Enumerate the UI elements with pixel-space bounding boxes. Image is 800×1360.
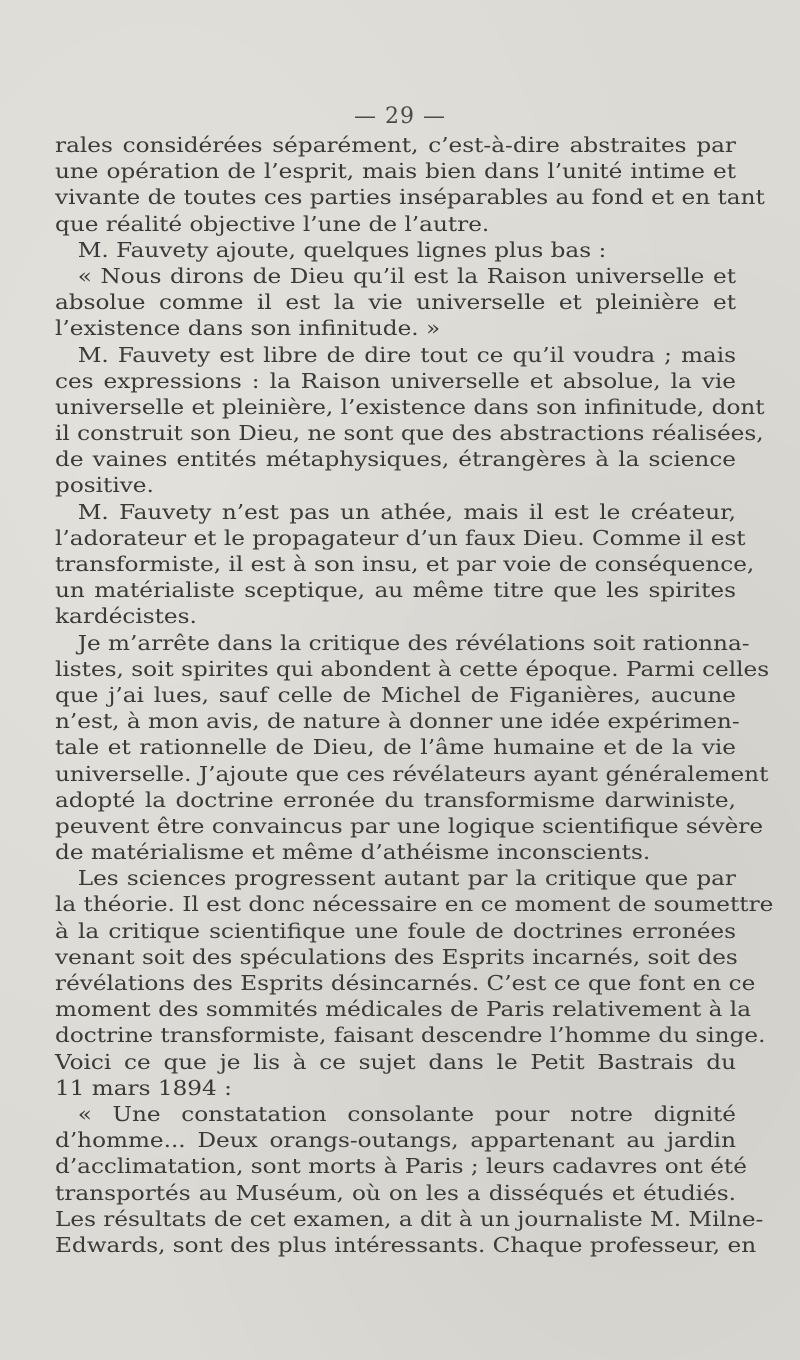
text-line: l’existence dans son infinitude. » — [55, 316, 441, 341]
text-line: tale et rationnelle de Dieu, de l’âme humaine et de la vie — [55, 735, 736, 760]
text-line: doctrine transformiste, faisant descendre l’homme du singe. — [55, 1023, 766, 1048]
text-line: adopté la doctrine erronée du transformisme darwiniste, — [55, 787, 736, 812]
text-line: Je m’arrête dans la critique des révélations soit rationna- — [77, 630, 750, 655]
text-line: peuvent être convaincus par une logique scientifique sévère — [55, 813, 764, 838]
text-line: venant soit des spéculations des Esprits incarnés, soit des — [55, 944, 738, 969]
text-line: moment des sommités médicales de Paris relativement à la — [55, 997, 752, 1022]
text-line: M. Fauvety ajoute, quelques lignes plus bas : — [77, 237, 607, 262]
text-line: M. Fauvety n’est pas un athée, mais il est le créateur, — [77, 499, 736, 524]
text-line: 11 mars 1894 : — [55, 1075, 232, 1100]
text-line: il construit son Dieu, ne sont que des abstractions réalisées, — [55, 421, 764, 446]
text-line: Edwards, sont des plus intéressants. Chaque professeur, en — [55, 1232, 757, 1257]
text-line: « Une constatation consolante pour notre dignité — [77, 1101, 736, 1126]
text-line: transformiste, il est à son insu, et par voie de conséquence, — [55, 552, 755, 576]
text-line: vivante de toutes ces parties inséparables au fond et en tant — [55, 185, 765, 210]
text-line: d’homme... Deux orangs-outangs, appartenant au jardin — [55, 1128, 736, 1153]
text-line: universelle et pleinière, l’existence dans son infinitude, dont — [55, 394, 765, 419]
page-number: — 29 — — [354, 104, 446, 129]
text-line: transportés au Muséum, où on les a disséqués et étudiés. — [55, 1180, 736, 1205]
text-line: de vaines entités métaphysiques, étrangères à la science — [55, 447, 736, 472]
text-line: un matérialiste sceptique, au même titre que les spirites — [55, 578, 736, 603]
body-text — [55, 132, 774, 1258]
text-line: l’adorateur et le propagateur d’un faux Dieu. Comme il est — [55, 525, 746, 550]
text-line: ces expressions : la Raison universelle et absolue, la vie — [55, 368, 736, 393]
text-line: révélations des Esprits désincarnés. C’est ce que font en ce — [55, 971, 756, 995]
text-line: M. Fauvety est libre de dire tout ce qu’il voudra ; mais — [77, 342, 736, 367]
text-line: listes, soit spirites qui abondent à cette époque. Parmi celles — [55, 656, 770, 681]
text-line: que réalité objective l’une de l’autre. — [55, 211, 490, 236]
text-line: à la critique scientifique une foule de doctrines erronées — [55, 918, 736, 943]
text-line: positive. — [55, 473, 154, 498]
text-line: Voici ce que je lis à ce sujet dans le Petit Bastrais du — [55, 1049, 736, 1074]
text-line: que j’ai lues, sauf celle de Michel de Figanières, aucune — [55, 682, 736, 707]
text-line: universelle. J’ajoute que ces révélateurs ayant généralement — [55, 761, 769, 786]
text-line: Les résultats de cet examen, a dit à un journaliste M. Milne- — [55, 1206, 764, 1231]
text-line: Les sciences progressent autant par la critique que par — [77, 866, 736, 891]
text-line: une opération de l’esprit, mais bien dans l’unité intime et — [55, 159, 736, 184]
text-line: kardécistes. — [55, 604, 197, 629]
text-line: d’acclimatation, sont morts à Paris ; leurs cadavres ont été — [55, 1154, 747, 1179]
text-line: la théorie. Il est donc nécessaire en ce moment de soumettre — [55, 892, 774, 917]
text-line: de matérialisme et même d’athéisme inconscients. — [55, 840, 651, 865]
text-line: absolue comme il est la vie universelle et pleinière et — [55, 290, 736, 315]
text-line: « Nous dirons de Dieu qu’il est la Raison universelle et — [77, 263, 736, 288]
text-line: rales considérées séparément, c’est-à-dire abstraites par — [55, 133, 736, 157]
text-line: n’est, à mon avis, de nature à donner une idée expérimen- — [55, 709, 740, 734]
